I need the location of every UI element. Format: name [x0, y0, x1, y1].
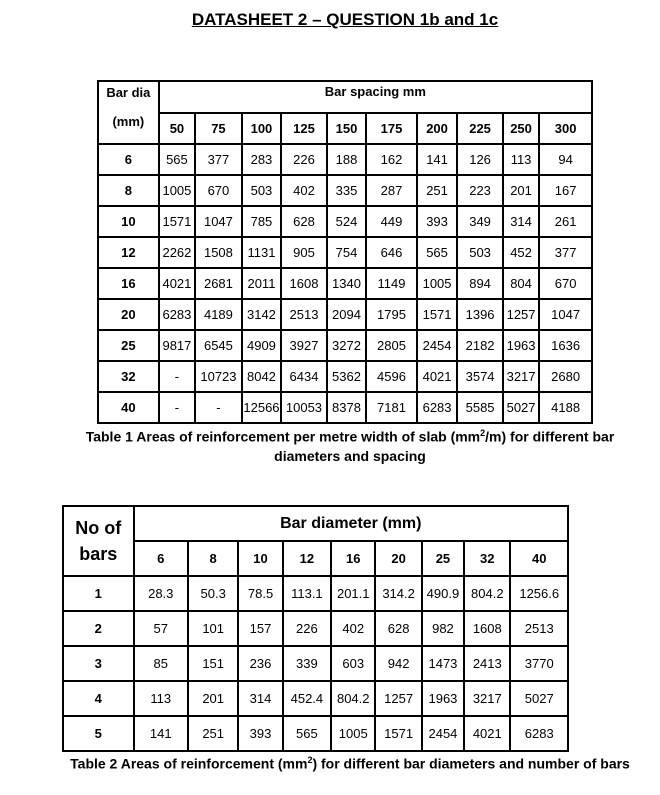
table-cell: 283: [242, 144, 281, 175]
table-cell: 452: [503, 237, 539, 268]
table-cell: 126: [457, 144, 503, 175]
table-cell: 1256.6: [510, 576, 568, 611]
table-row: [98, 268, 592, 299]
table-row: [63, 611, 568, 646]
table-cell: 6283: [417, 392, 457, 423]
table-cell: 10723: [195, 361, 242, 392]
table-row: [98, 330, 592, 361]
table1-header-row: [98, 81, 592, 113]
table-cell: 4909: [242, 330, 281, 361]
table-cell: 201: [188, 681, 238, 716]
table-cell: 335: [327, 175, 366, 206]
table-cell: 141: [417, 144, 457, 175]
table-cell: 4021: [464, 716, 510, 751]
table-cell: 5362: [327, 361, 366, 392]
table1-caption-part1: Table 1 Areas of reinforcement per metre width of slab (mm: [85, 428, 481, 445]
table-cell: 3927: [281, 330, 327, 361]
table-cell: 339: [283, 646, 331, 681]
table2-column-header: 8: [188, 541, 238, 576]
table-cell: 1396: [457, 299, 503, 330]
table-cell: 6283: [159, 299, 195, 330]
table-cell: 2681: [195, 268, 242, 299]
table-cell: 50.3: [188, 576, 238, 611]
table-cell: 6545: [195, 330, 242, 361]
table-cell: 6434: [281, 361, 327, 392]
table1-column-header-row: [98, 113, 592, 144]
table1-column-header: 125: [281, 113, 327, 144]
table-cell: 4596: [366, 361, 417, 392]
table-cell: 7181: [366, 392, 417, 423]
table-cell: -: [159, 392, 195, 423]
table2-corner-line1: No of: [75, 518, 122, 538]
table-cell: 251: [188, 716, 238, 751]
table1-column-header: 100: [242, 113, 281, 144]
table-cell: 201: [503, 175, 539, 206]
table-cell: 1608: [281, 268, 327, 299]
table2-span-header: Bar diameter (mm): [134, 506, 568, 541]
table1-caption-part2: /m) for different bar diameters and spacing: [274, 428, 615, 464]
page-title: [0, 10, 660, 30]
table-cell: 6283: [510, 716, 568, 751]
table-cell: 4188: [539, 392, 592, 423]
table-cell: 2513: [510, 611, 568, 646]
table2-corner-header: [63, 506, 134, 576]
table-cell: 10053: [281, 392, 327, 423]
table-cell: 942: [375, 646, 421, 681]
table-cell: 3770: [510, 646, 568, 681]
table-cell: 3217: [503, 361, 539, 392]
table1-column-header: 50: [159, 113, 195, 144]
table-cell: 94: [539, 144, 592, 175]
table1-row-label: 25: [98, 330, 159, 361]
table2-row-label: 1: [63, 576, 134, 611]
table-cell: 2513: [281, 299, 327, 330]
table-cell: 490.9: [422, 576, 464, 611]
table-cell: 670: [195, 175, 242, 206]
table-cell: 1005: [159, 175, 195, 206]
table-cell: 377: [195, 144, 242, 175]
table-cell: 188: [327, 144, 366, 175]
table-cell: 2182: [457, 330, 503, 361]
table-cell: 804.2: [464, 576, 510, 611]
table-cell: 785: [242, 206, 281, 237]
table2-caption-part1: Table 2 Areas of reinforcement (mm: [70, 755, 308, 772]
table1-row-label: 10: [98, 206, 159, 237]
table-cell: 5027: [510, 681, 568, 716]
table-cell: 894: [457, 268, 503, 299]
table-cell: 101: [188, 611, 238, 646]
table-cell: 565: [417, 237, 457, 268]
table2-corner-line2: bars: [79, 544, 118, 564]
table-row: [98, 206, 592, 237]
table-cell: 28.3: [134, 576, 188, 611]
table-cell: 503: [457, 237, 503, 268]
table2-caption-part2: ) for different bar diameters and number of bars: [312, 755, 630, 772]
table-cell: 3142: [242, 299, 281, 330]
table1-corner-line2: (mm): [112, 114, 145, 129]
table-cell: 393: [417, 206, 457, 237]
table-cell: 349: [457, 206, 503, 237]
table-cell: 141: [134, 716, 188, 751]
table-cell: 287: [366, 175, 417, 206]
table1-caption-sup: 2: [480, 428, 486, 438]
table1-column-header: 150: [327, 113, 366, 144]
table2-column-header: 10: [238, 541, 282, 576]
table-cell: 628: [375, 611, 421, 646]
table-row: [98, 237, 592, 268]
table-cell: 12566: [242, 392, 281, 423]
table-cell: 5585: [457, 392, 503, 423]
table-cell: 113: [503, 144, 539, 175]
table-cell: 314: [238, 681, 282, 716]
table-cell: 8378: [327, 392, 366, 423]
table-row: [63, 576, 568, 611]
table-row: [63, 716, 568, 751]
table-cell: 646: [366, 237, 417, 268]
table-cell: 78.5: [238, 576, 282, 611]
table-cell: 565: [283, 716, 331, 751]
table-cell: 1257: [503, 299, 539, 330]
table-row: [98, 175, 592, 206]
table1-row-label: 6: [98, 144, 159, 175]
table-cell: 1340: [327, 268, 366, 299]
table2-column-header-row: [63, 541, 568, 576]
table-cell: 1608: [464, 611, 510, 646]
table1-column-header: 75: [195, 113, 242, 144]
table-cell: 628: [281, 206, 327, 237]
table-cell: 524: [327, 206, 366, 237]
table-row: [98, 392, 592, 423]
table-cell: 226: [281, 144, 327, 175]
table2-row-label: 2: [63, 611, 134, 646]
table-cell: 236: [238, 646, 282, 681]
table-cell: 1571: [375, 716, 421, 751]
table-cell: 1571: [417, 299, 457, 330]
table-cell: 2680: [539, 361, 592, 392]
table2-column-header: 20: [375, 541, 421, 576]
table1-span-header: Bar spacing mm: [159, 81, 592, 113]
table-row: [63, 681, 568, 716]
table-cell: 2262: [159, 237, 195, 268]
table1-column-header: 300: [539, 113, 592, 144]
table-cell: 1473: [422, 646, 464, 681]
table-cell: 1149: [366, 268, 417, 299]
table2-row-label: 5: [63, 716, 134, 751]
table-cell: 226: [283, 611, 331, 646]
table-cell: 1795: [366, 299, 417, 330]
table-cell: 402: [281, 175, 327, 206]
table2-caption: [60, 751, 640, 774]
table-cell: 754: [327, 237, 366, 268]
table-cell: 1508: [195, 237, 242, 268]
table-cell: 2805: [366, 330, 417, 361]
table-cell: 157: [238, 611, 282, 646]
table1-row-label: 12: [98, 237, 159, 268]
table1-column-header: 225: [457, 113, 503, 144]
table1-row-label: 16: [98, 268, 159, 299]
table-cell: 85: [134, 646, 188, 681]
table-cell: -: [195, 392, 242, 423]
table-cell: 393: [238, 716, 282, 751]
table-cell: 113: [134, 681, 188, 716]
table2-column-header: 32: [464, 541, 510, 576]
table-cell: 162: [366, 144, 417, 175]
table-row: [63, 646, 568, 681]
table-cell: 8042: [242, 361, 281, 392]
table-cell: 4021: [159, 268, 195, 299]
table-cell: 670: [539, 268, 592, 299]
table1-row-label: 8: [98, 175, 159, 206]
table1-column-header: 175: [366, 113, 417, 144]
table2-column-header: 25: [422, 541, 464, 576]
table-cell: 5027: [503, 392, 539, 423]
table-cell: -: [159, 361, 195, 392]
table-cell: 3574: [457, 361, 503, 392]
table-cell: 251: [417, 175, 457, 206]
table2-column-header: 16: [331, 541, 375, 576]
table-cell: 1047: [539, 299, 592, 330]
table2-header-row: [63, 506, 568, 541]
table-cell: 3217: [464, 681, 510, 716]
table-cell: 2011: [242, 268, 281, 299]
table1-row-label: 32: [98, 361, 159, 392]
table-cell: 57: [134, 611, 188, 646]
table-cell: 449: [366, 206, 417, 237]
table-cell: 201.1: [331, 576, 375, 611]
table-cell: 314: [503, 206, 539, 237]
table-cell: 9817: [159, 330, 195, 361]
table-cell: 2413: [464, 646, 510, 681]
table-cell: 261: [539, 206, 592, 237]
table-cell: 1131: [242, 237, 281, 268]
table-cell: 1963: [422, 681, 464, 716]
table-cell: 603: [331, 646, 375, 681]
table-cell: 452.4: [283, 681, 331, 716]
table-cell: 4021: [417, 361, 457, 392]
table-cell: 223: [457, 175, 503, 206]
table1-corner-header: [98, 81, 159, 144]
table-cell: 1571: [159, 206, 195, 237]
table-cell: 503: [242, 175, 281, 206]
table-cell: 1005: [417, 268, 457, 299]
table-cell: 2454: [422, 716, 464, 751]
page-title-text: DATASHEET 2 – QUESTION 1b and 1c: [191, 10, 499, 29]
table1-column-header: 200: [417, 113, 457, 144]
table-cell: 982: [422, 611, 464, 646]
table-cell: 2094: [327, 299, 366, 330]
table-cell: 1047: [195, 206, 242, 237]
table2-column-header: 6: [134, 541, 188, 576]
table-cell: 565: [159, 144, 195, 175]
table-cell: 4189: [195, 299, 242, 330]
table-cell: 402: [331, 611, 375, 646]
table-cell: 1636: [539, 330, 592, 361]
table-cell: 1963: [503, 330, 539, 361]
table-row: [98, 144, 592, 175]
table1-corner-line1: Bar dia: [106, 85, 151, 100]
table1-row-label: 20: [98, 299, 159, 330]
table2-row-label: 4: [63, 681, 134, 716]
table2-column-header: 12: [283, 541, 331, 576]
table-cell: 905: [281, 237, 327, 268]
table2-row-label: 3: [63, 646, 134, 681]
table-cell: 314.2: [375, 576, 421, 611]
table1-column-header: 250: [503, 113, 539, 144]
table-cell: 1005: [331, 716, 375, 751]
table-cell: 804.2: [331, 681, 375, 716]
table-cell: 167: [539, 175, 592, 206]
table1-row-label: 40: [98, 392, 159, 423]
table-cell: 377: [539, 237, 592, 268]
table1-caption: [60, 424, 640, 466]
table-cell: 3272: [327, 330, 366, 361]
table-cell: 804: [503, 268, 539, 299]
table-cell: 113.1: [283, 576, 331, 611]
slab-reinforcement-table: [97, 80, 593, 424]
table2-column-header: 40: [510, 541, 568, 576]
bars-reinforcement-table: [62, 505, 569, 752]
table-cell: 2454: [417, 330, 457, 361]
table-cell: 1257: [375, 681, 421, 716]
table-cell: 151: [188, 646, 238, 681]
table2-caption-sup: 2: [307, 755, 313, 765]
table-row: [98, 299, 592, 330]
table-row: [98, 361, 592, 392]
